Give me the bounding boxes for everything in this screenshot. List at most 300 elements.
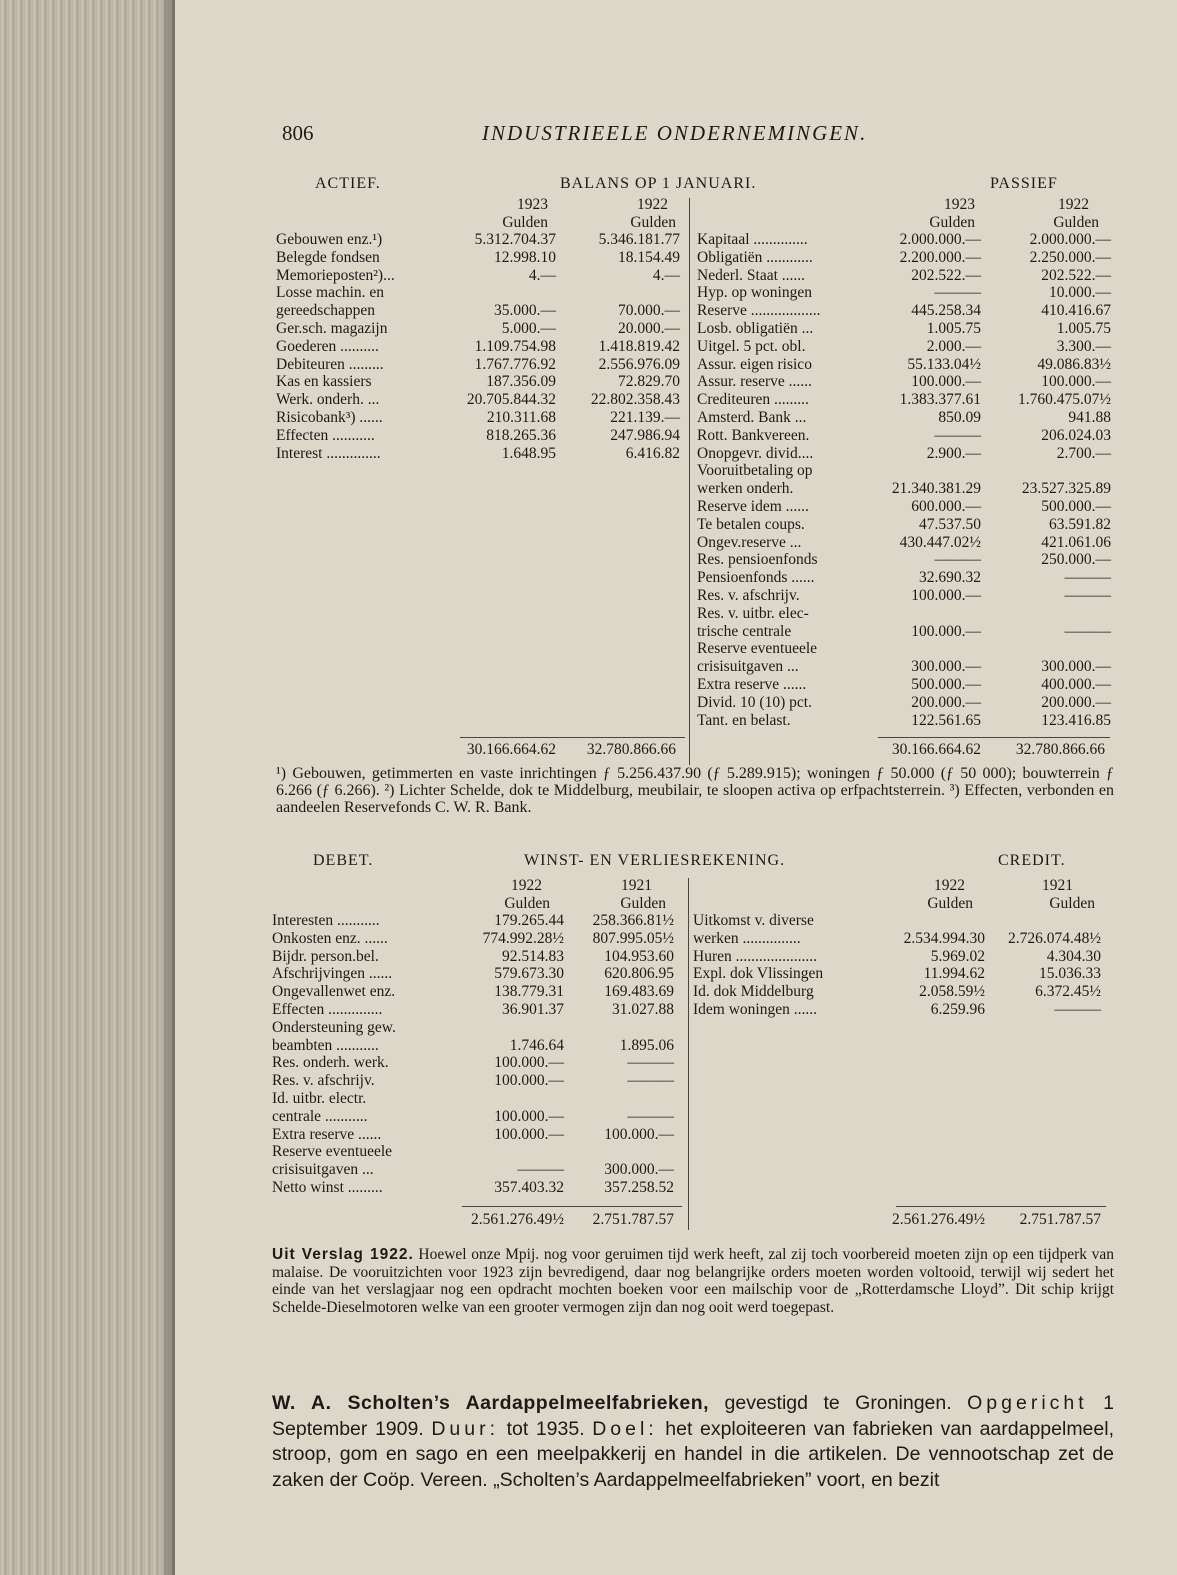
passief-column-headers: [693, 196, 1113, 232]
row-label: Te betalen coups.: [697, 515, 805, 533]
value-year-1: 100.000.—: [911, 622, 981, 640]
value-year-2: 123.416.85: [1041, 711, 1111, 729]
value-year-1: 122.561.65: [911, 711, 981, 729]
value-year-2: 70.000.—: [618, 302, 680, 320]
row-label: Obligatiën ............: [697, 248, 813, 266]
table-row: [276, 373, 686, 391]
value-year-1: 36.901.37: [502, 1000, 564, 1018]
value-year-2: 10.000.—: [1049, 284, 1111, 302]
value-year-1: 200.000.—: [911, 693, 981, 711]
value-year-2: 63.591.82: [1049, 515, 1111, 533]
table-row: [276, 267, 686, 285]
credit-total-rule: [896, 1206, 1106, 1207]
table-row: [697, 480, 1113, 498]
duur-value: tot 1935.: [499, 1417, 593, 1440]
value-year-1: 55.133.04½: [907, 355, 981, 373]
row-label: Res. v. uitbr. elec-: [697, 604, 809, 622]
row-label: crisisuitgaven ...: [697, 658, 799, 676]
actief-year-1922: 1922: [637, 196, 668, 213]
table-row: [697, 462, 1113, 480]
passief-label: PASSIEF: [990, 175, 1058, 192]
table-row: [272, 1179, 684, 1197]
value-year-2: 300.000.—: [1041, 658, 1111, 676]
actief-total-1923: 30.166.664.62: [466, 741, 556, 758]
actief-column-headers: [276, 196, 686, 232]
value-year-2: 357.258.52: [604, 1178, 674, 1196]
value-year-2: 6.416.82: [625, 444, 680, 462]
value-year-1: 1.383.377.61: [899, 391, 981, 409]
value-year-2: 4.—: [652, 266, 680, 284]
value-year-1: 4.—: [528, 266, 556, 284]
row-label: Effecten ...........: [276, 426, 375, 444]
opgericht-value: 1 September 1909.: [272, 1392, 1115, 1440]
company-name: W. A. Scholten’s Aardappelmeelfabrieken,: [272, 1392, 710, 1414]
running-title: INDUSTRIEELE ONDERNEMINGEN.: [482, 121, 868, 145]
value-year-1: 2.534.994.30: [903, 929, 985, 947]
actief-total-rule: [460, 737, 685, 738]
debet-table: [272, 912, 684, 1197]
row-label: Risicobank³) ......: [276, 408, 383, 426]
table-row: [697, 623, 1113, 641]
value-year-1: 12.998.10: [494, 248, 556, 266]
credit-total-1922: 2.561.276.49½: [892, 1211, 985, 1228]
row-label: Rott. Bankvereen.: [697, 426, 810, 444]
value-year-2: 100.000.—: [604, 1125, 674, 1143]
row-label: Onopgevr. divid....: [697, 444, 814, 462]
row-label: Idem woningen ......: [693, 1000, 817, 1018]
value-year-1: 100.000.—: [911, 373, 981, 391]
row-label: Uitgel. 5 pct. obl.: [697, 337, 806, 355]
table-row: [697, 605, 1113, 623]
value-year-2: 410.416.67: [1041, 302, 1111, 320]
value-year-2: 18.154.49: [618, 248, 680, 266]
table-row: [272, 983, 684, 1001]
table-row: [272, 948, 684, 966]
row-label: Extra reserve ......: [272, 1125, 382, 1143]
pl-divider: [688, 878, 689, 1230]
value-year-2: ———: [1064, 569, 1111, 587]
value-year-2: 258.366.81½: [592, 912, 674, 929]
table-row: [272, 912, 684, 930]
row-label: Losse machin. en: [276, 284, 385, 302]
value-year-2: 941.88: [1068, 408, 1111, 426]
table-row: [276, 284, 686, 302]
actief-total-1922: 32.780.866.66: [586, 741, 676, 758]
value-year-1: 100.000.—: [494, 1107, 564, 1125]
row-label: Divid. 10 (10) pct.: [697, 693, 812, 711]
value-year-1: 357.403.32: [494, 1178, 564, 1196]
row-label: Reserve ..................: [697, 302, 821, 320]
row-label: beambten ...........: [272, 1036, 379, 1054]
value-year-1: 818.265.36: [486, 426, 556, 444]
row-label: Reserve idem ......: [697, 497, 809, 515]
row-label: Reserve eventueele: [697, 640, 818, 658]
table-row: [693, 930, 1103, 948]
row-label: Tant. en belast.: [697, 711, 791, 729]
value-year-1: 100.000.—: [494, 1054, 564, 1072]
row-label: Res. onderh. werk.: [272, 1054, 389, 1072]
table-row: [697, 694, 1113, 712]
row-label: Uitkomst v. diverse: [693, 912, 814, 929]
value-year-2: 1.005.75: [1056, 319, 1111, 337]
table-row: [272, 1108, 684, 1126]
value-year-2: 202.522.—: [1041, 266, 1111, 284]
value-year-1: 5.000.—: [501, 319, 556, 337]
table-row: [697, 267, 1113, 285]
credit-unit-1: Gulden: [927, 894, 973, 912]
table-row: [272, 1090, 684, 1108]
table-row: [272, 1019, 684, 1037]
value-year-2: 23.527.325.89: [1021, 480, 1111, 498]
row-label: Nederl. Staat ......: [697, 266, 806, 284]
row-label: Ondersteuning gew.: [272, 1018, 396, 1036]
value-year-1: 500.000.—: [911, 675, 981, 693]
row-label: Bijdr. person.bel.: [272, 947, 379, 965]
value-year-2: 4.304.30: [1046, 947, 1101, 965]
value-year-1: 21.340.381.29: [891, 480, 981, 498]
value-year-1: 1.746.64: [509, 1036, 564, 1054]
row-label: Pensioenfonds ......: [697, 569, 815, 587]
row-label: Netto winst .........: [272, 1178, 383, 1196]
row-label: Assur. reserve ......: [697, 373, 812, 391]
table-row: [693, 1001, 1103, 1019]
row-label: Memorieposten²)...: [276, 266, 395, 284]
row-label: Res. pensioenfonds: [697, 551, 818, 569]
value-year-2: 31.027.88: [612, 1000, 674, 1018]
table-row: [272, 1054, 684, 1072]
debet-year-1921: 1921: [621, 877, 652, 894]
row-label: werken ...............: [693, 929, 801, 947]
table-row: [693, 965, 1103, 983]
value-year-2: 206.024.03: [1041, 426, 1111, 444]
table-row: [697, 320, 1113, 338]
debet-label: DEBET.: [313, 852, 374, 869]
duur-key: Duur:: [431, 1417, 500, 1440]
actief-unit-1: Gulden: [502, 213, 548, 231]
row-label: Extra reserve ......: [697, 675, 807, 693]
value-year-1: 187.356.09: [486, 373, 556, 391]
row-label: Onkosten enz. ......: [272, 929, 388, 947]
table-row: [697, 498, 1113, 516]
company-entry: [272, 1391, 1114, 1493]
debet-totals: [272, 1211, 684, 1229]
value-year-1: 600.000.—: [911, 497, 981, 515]
row-label: Debiteuren .........: [276, 355, 384, 373]
table-row: [276, 320, 686, 338]
row-label: Afschrijvingen ......: [272, 965, 393, 983]
value-year-2: 100.000.—: [1041, 373, 1111, 391]
value-year-1: 5.312.704.37: [474, 231, 556, 248]
actief-label: ACTIEF.: [315, 175, 381, 192]
table-row: [697, 409, 1113, 427]
verslag-text: Hoewel onze Mpij. nog voor geruimen tijd werk heeft, zal zij toch voorbereid moeten zijn op een tijdperk van malaise. De vooruitzichten voor 1923 zijn bevredigend, daar nog belangrijke orders moeten worden voltooid, terwijl wij sedert het einde van het verslagjaar nog een opdracht mochten boeken voor een mailschip voor de „Rotterdamsche Lloyd”. Dit schip krijgt Schelde-Dieselmotoren welke van een grooter vermogen zijn dan nog ooit werd toegepast.: [272, 1246, 1115, 1316]
value-year-2: ———: [1064, 622, 1111, 640]
credit-label: CREDIT.: [998, 852, 1066, 869]
opgericht-key: Opgericht: [967, 1392, 1088, 1414]
value-year-1: 2.000.000.—: [899, 231, 981, 248]
row-label: Belegde fondsen: [276, 248, 380, 266]
value-year-2: 104.953.60: [604, 947, 674, 965]
value-year-1: 1.109.754.98: [474, 337, 556, 355]
debet-unit-2: Gulden: [620, 894, 666, 912]
value-year-1: 5.969.02: [930, 947, 985, 965]
value-year-1: 430.447.02½: [899, 533, 981, 551]
value-year-2: ———: [1054, 1000, 1101, 1018]
value-year-2: ———: [1064, 586, 1111, 604]
credit-year-1922: 1922: [934, 877, 965, 894]
value-year-1: ———: [934, 426, 981, 444]
table-row: [276, 445, 686, 463]
table-row: [272, 1161, 684, 1179]
table-row: [697, 445, 1113, 463]
row-label: gereedschappen: [276, 302, 375, 320]
value-year-1: 2.200.000.—: [899, 248, 981, 266]
row-label: Res. v. afschrijv.: [272, 1072, 375, 1090]
row-label: Amsterd. Bank ...: [697, 408, 807, 426]
row-label: Ongevallenwet enz.: [272, 983, 396, 1001]
debet-column-headers: [272, 877, 684, 913]
credit-year-1921: 1921: [1042, 877, 1073, 894]
row-label: Hyp. op woningen: [697, 284, 812, 302]
row-label: Kas en kassiers: [276, 373, 372, 391]
row-label: Ger.sch. magazijn: [276, 319, 388, 337]
actief-unit-2: Gulden: [630, 213, 676, 231]
actief-table: [276, 231, 686, 462]
row-label: Goederen ..........: [276, 337, 379, 355]
credit-column-headers: [693, 877, 1103, 913]
row-label: Crediteuren .........: [697, 391, 809, 409]
value-year-2: 2.700.—: [1056, 444, 1111, 462]
value-year-2: 49.086.83½: [1037, 355, 1111, 373]
row-label: Expl. dok Vlissingen: [693, 965, 824, 983]
table-row: [276, 391, 686, 409]
value-year-1: 92.514.83: [502, 947, 564, 965]
table-row: [697, 338, 1113, 356]
value-year-1: 579.673.30: [494, 965, 564, 983]
value-year-1: 850.09: [938, 408, 981, 426]
debet-unit-1: Gulden: [504, 894, 550, 912]
value-year-1: 100.000.—: [911, 586, 981, 604]
value-year-2: 620.806.95: [604, 965, 674, 983]
row-label: werken onderh.: [697, 480, 794, 498]
value-year-2: 1.418.819.42: [598, 337, 680, 355]
value-year-2: 72.829.70: [618, 373, 680, 391]
row-label: Huren .....................: [693, 947, 817, 965]
table-row: [272, 1001, 684, 1019]
value-year-1: 47.537.50: [919, 515, 981, 533]
table-row: [697, 658, 1113, 676]
table-row: [697, 551, 1113, 569]
row-label: Interest ..............: [276, 444, 381, 462]
company-seat: gevestigd te Groningen.: [709, 1392, 968, 1414]
row-label: centrale ...........: [272, 1107, 368, 1125]
balance-title: BALANS OP 1 JANUARI.: [560, 175, 757, 192]
value-year-1: 1.767.776.92: [474, 355, 556, 373]
page-number: 806: [282, 121, 314, 145]
value-year-2: 200.000.—: [1041, 693, 1111, 711]
value-year-2: 807.995.05½: [592, 929, 674, 947]
value-year-1: ———: [934, 551, 981, 569]
value-year-1: 1.648.95: [501, 444, 556, 462]
passief-total-1923: 30.166.664.62: [891, 741, 981, 758]
value-year-1: ———: [517, 1161, 564, 1179]
value-year-1: 6.259.96: [930, 1000, 985, 1018]
value-year-2: 2.250.000.—: [1029, 248, 1111, 266]
debet-total-1921: 2.751.787.57: [592, 1211, 674, 1228]
value-year-2: 221.139.—: [610, 408, 680, 426]
value-year-2: 2.726.074.48½: [1008, 929, 1101, 947]
value-year-2: 6.372.45½: [1035, 983, 1101, 1001]
row-label: Ongev.reserve ...: [697, 533, 802, 551]
value-year-2: 247.986.94: [610, 426, 680, 444]
value-year-1: 138.779.31: [494, 983, 564, 1001]
value-year-1: 1.005.75: [926, 319, 981, 337]
credit-totals: [693, 1211, 1103, 1229]
table-row: [697, 249, 1113, 267]
row-label: Assur. eigen risico: [697, 355, 812, 373]
table-row: [697, 712, 1113, 730]
value-year-1: 2.900.—: [926, 444, 981, 462]
book-page-edges: [0, 0, 175, 1575]
value-year-1: 774.992.28½: [482, 929, 564, 947]
value-year-1: 100.000.—: [494, 1125, 564, 1143]
balance-footnote: ¹) Gebouwen, getimmerten en vaste inrichtingen ƒ 5.256.437.90 (ƒ 5.289.915); woningen ƒ 50.000 (ƒ 50 000); bouwterrein ƒ 6.266 (ƒ 6.266). ²) Lichter Schelde, dok te Middelburg, meubilair, te sloopen activa op erfpachtsterrein. ³) Effecten, verbonden en aandeelen Reservefonds C. W. R. Bank.: [276, 765, 1114, 816]
table-row: [697, 569, 1113, 587]
row-label: Gebouwen enz.¹): [276, 231, 383, 248]
table-row: [276, 338, 686, 356]
table-row: [697, 284, 1113, 302]
value-year-1: 202.522.—: [911, 266, 981, 284]
table-row: [697, 587, 1113, 605]
value-year-2: ———: [627, 1107, 674, 1125]
table-row: [276, 356, 686, 374]
table-row: [693, 912, 1103, 930]
table-row: [272, 965, 684, 983]
value-year-2: 250.000.—: [1041, 551, 1111, 569]
verslag-lead: Uit Verslag 1922.: [272, 1246, 414, 1263]
table-row: [272, 1037, 684, 1055]
table-row: [276, 231, 686, 249]
table-row: [697, 356, 1113, 374]
debet-year-1922: 1922: [511, 877, 542, 894]
actief-year-1923: 1923: [517, 196, 548, 213]
annual-report-excerpt: [272, 1246, 1114, 1316]
doel-value: het exploiteeren van fabrieken van aardappelmeel, stroop, gom en sago en een meelpakkerij en handel in die artikelen. De vennootschap zet de zaken der Coöp. Vereen. „Scholten’s Aardappelmeelfabrieken” voort, en bezit: [272, 1417, 1114, 1491]
row-label: Werk. onderh. ...: [276, 391, 380, 409]
value-year-1: 2.058.59½: [919, 983, 985, 1001]
table-row: [276, 249, 686, 267]
row-label: Id. dok Middelburg: [693, 983, 814, 1001]
passief-totals: [697, 741, 1113, 759]
doel-key: Doel:: [592, 1417, 658, 1440]
table-row: [697, 391, 1113, 409]
row-label: Id. uitbr. electr.: [272, 1089, 367, 1107]
row-label: Effecten ..............: [272, 1000, 383, 1018]
row-label: Losb. obligatiën ...: [697, 319, 814, 337]
value-year-1: 11.994.62: [923, 965, 985, 983]
passief-total-1922: 32.780.866.66: [1015, 741, 1105, 758]
row-label: Interesten ...........: [272, 912, 380, 929]
pl-title: WINST- EN VERLIESREKENING.: [524, 852, 786, 869]
value-year-1: 179.265.44: [494, 912, 564, 929]
value-year-1: ———: [934, 284, 981, 302]
row-label: Kapitaal ..............: [697, 231, 808, 248]
value-year-2: ———: [627, 1072, 674, 1090]
table-row: [276, 409, 686, 427]
credit-table: [693, 912, 1103, 1019]
page-header: [282, 121, 1002, 147]
row-label: Reserve eventueele: [272, 1143, 393, 1161]
value-year-2: 5.346.181.77: [598, 231, 680, 248]
balance-divider: [689, 198, 690, 765]
value-year-2: 1.760.475.07½: [1018, 391, 1111, 409]
table-row: [693, 948, 1103, 966]
table-row: [693, 983, 1103, 1001]
table-row: [697, 534, 1113, 552]
debet-total-1922: 2.561.276.49½: [471, 1211, 564, 1228]
actief-totals: [276, 741, 686, 759]
credit-unit-2: Gulden: [1049, 894, 1095, 912]
passief-unit-2: Gulden: [1053, 213, 1099, 231]
value-year-2: 15.036.33: [1039, 965, 1101, 983]
passief-total-rule: [878, 737, 1110, 738]
value-year-2: 169.483.69: [604, 983, 674, 1001]
credit-total-1921: 2.751.787.57: [1019, 1211, 1101, 1228]
value-year-2: 3.300.—: [1056, 337, 1111, 355]
value-year-2: 1.895.06: [619, 1036, 674, 1054]
value-year-1: 300.000.—: [911, 658, 981, 676]
table-row: [697, 231, 1113, 249]
row-label: Vooruitbetaling op: [697, 462, 813, 480]
value-year-2: 22.802.358.43: [590, 391, 680, 409]
table-row: [697, 640, 1113, 658]
value-year-1: 32.690.32: [919, 569, 981, 587]
value-year-2: 2.556.976.09: [598, 355, 680, 373]
passief-table: [697, 231, 1113, 729]
row-label: crisisuitgaven ...: [272, 1161, 374, 1179]
value-year-2: 400.000.—: [1041, 675, 1111, 693]
value-year-2: ———: [627, 1054, 674, 1072]
table-row: [697, 676, 1113, 694]
value-year-1: 20.705.844.32: [466, 391, 556, 409]
value-year-1: 100.000.—: [494, 1072, 564, 1090]
table-row: [697, 516, 1113, 534]
value-year-2: 2.000.000.—: [1029, 231, 1111, 248]
passief-year-1923: 1923: [944, 196, 975, 213]
value-year-1: 210.311.68: [486, 408, 556, 426]
row-label: Res. v. afschrijv.: [697, 586, 800, 604]
table-row: [276, 302, 686, 320]
value-year-1: 2.000.—: [926, 337, 981, 355]
table-row: [697, 427, 1113, 445]
value-year-1: 35.000.—: [494, 302, 556, 320]
value-year-2: 300.000.—: [604, 1161, 674, 1179]
debet-total-rule: [462, 1206, 682, 1207]
table-row: [272, 1126, 684, 1144]
value-year-2: 500.000.—: [1041, 497, 1111, 515]
passief-year-1922: 1922: [1058, 196, 1089, 213]
table-row: [272, 1143, 684, 1161]
passief-unit-1: Gulden: [929, 213, 975, 231]
table-row: [697, 373, 1113, 391]
table-row: [697, 302, 1113, 320]
table-row: [276, 427, 686, 445]
value-year-2: 20.000.—: [618, 319, 680, 337]
table-row: [272, 1072, 684, 1090]
value-year-2: 421.061.06: [1041, 533, 1111, 551]
value-year-1: 445.258.34: [911, 302, 981, 320]
row-label: trische centrale: [697, 622, 792, 640]
